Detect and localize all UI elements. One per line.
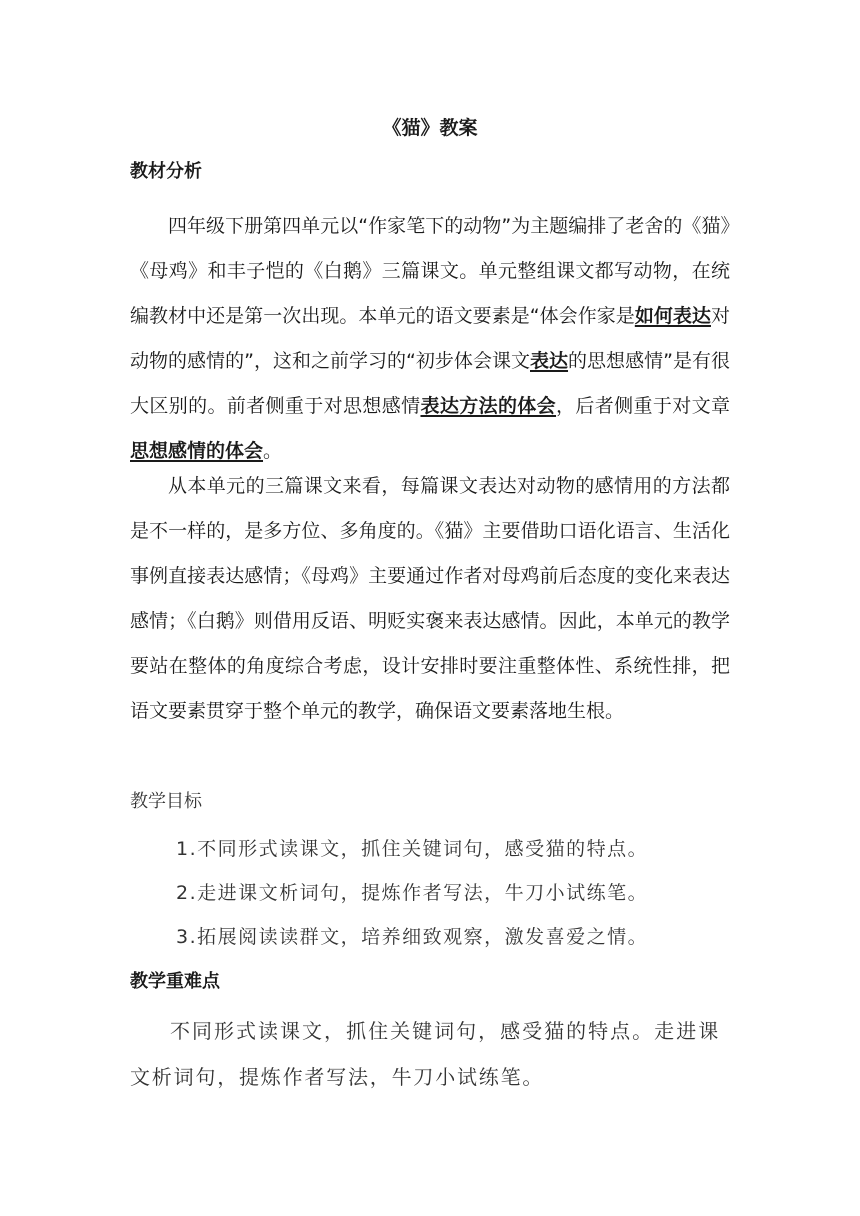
analysis-text-part-1: 四年级下册第四单元以“作家笔下的动物”为主题编排了老舍的《猫》《母鸡》和丰子恺的《白鹅》三篇课文。单元整组课文都写动物，在统编教材中还是第一次出现。本单元的语文要素是“体会作家是 <box>130 215 730 327</box>
emphasis-how-to-express: 如何表达 <box>634 305 711 327</box>
document-title: 《猫》教案 <box>382 117 478 139</box>
section-heading-analysis: 教材分析 <box>130 161 202 182</box>
analysis-paragraph-2: 从本单元的三篇课文来看，每篇课文表达对动物的感情用的方法都是不一样的，是多方位、多角度的。《猫》主要借助口语化语言、生活化事例直接表达感情；《母鸡》主要通过作者对母鸡前后态度的变化来表达感情；《白鹅》则借用反语、明贬实褒来表达感情。因此，本单元的教学要站在整体的角度综合考虑，设计安排时要注重整体性、系统性排，把语文要素贯穿于整个单元的教学，确保语文要素落地生根。 <box>130 475 730 722</box>
analysis-text-part-3: 的思想感情”是有很大区别的。前者侧重于对思想感情 <box>130 350 730 417</box>
analysis-text-part-4: ，后者侧重于对文章 <box>556 395 730 417</box>
goal-item-2: 2.走进课文析词句，提炼作者写法，牛刀小试练笔。 <box>176 882 649 904</box>
emphasis-express: 表达 <box>530 350 569 372</box>
analysis-text-part-2: 对动物的感情的”，这和之前学习的“初步体会课文 <box>130 305 730 372</box>
section-heading-difficulty: 教学重难点 <box>130 971 220 992</box>
difficulty-paragraph: 不同形式读课文，抓住关键词句，感受猫的特点。走进课文析词句，提炼作者写法，牛刀小试练笔。 <box>130 1019 720 1089</box>
goal-item-1: 1.不同形式读课文，抓住关键词句，感受猫的特点。 <box>176 838 649 860</box>
emphasis-expression-method: 表达方法的体会 <box>420 395 557 417</box>
emphasis-thought-feeling: 思想感情的体会 <box>130 440 264 462</box>
goal-item-3: 3.拓展阅读读群文，培养细致观察，激发喜爱之情。 <box>176 926 649 948</box>
analysis-paragraph-1 <box>130 204 730 474</box>
section-heading-goals: 教学目标 <box>130 791 202 812</box>
analysis-text-part-5: 。 <box>263 440 283 462</box>
